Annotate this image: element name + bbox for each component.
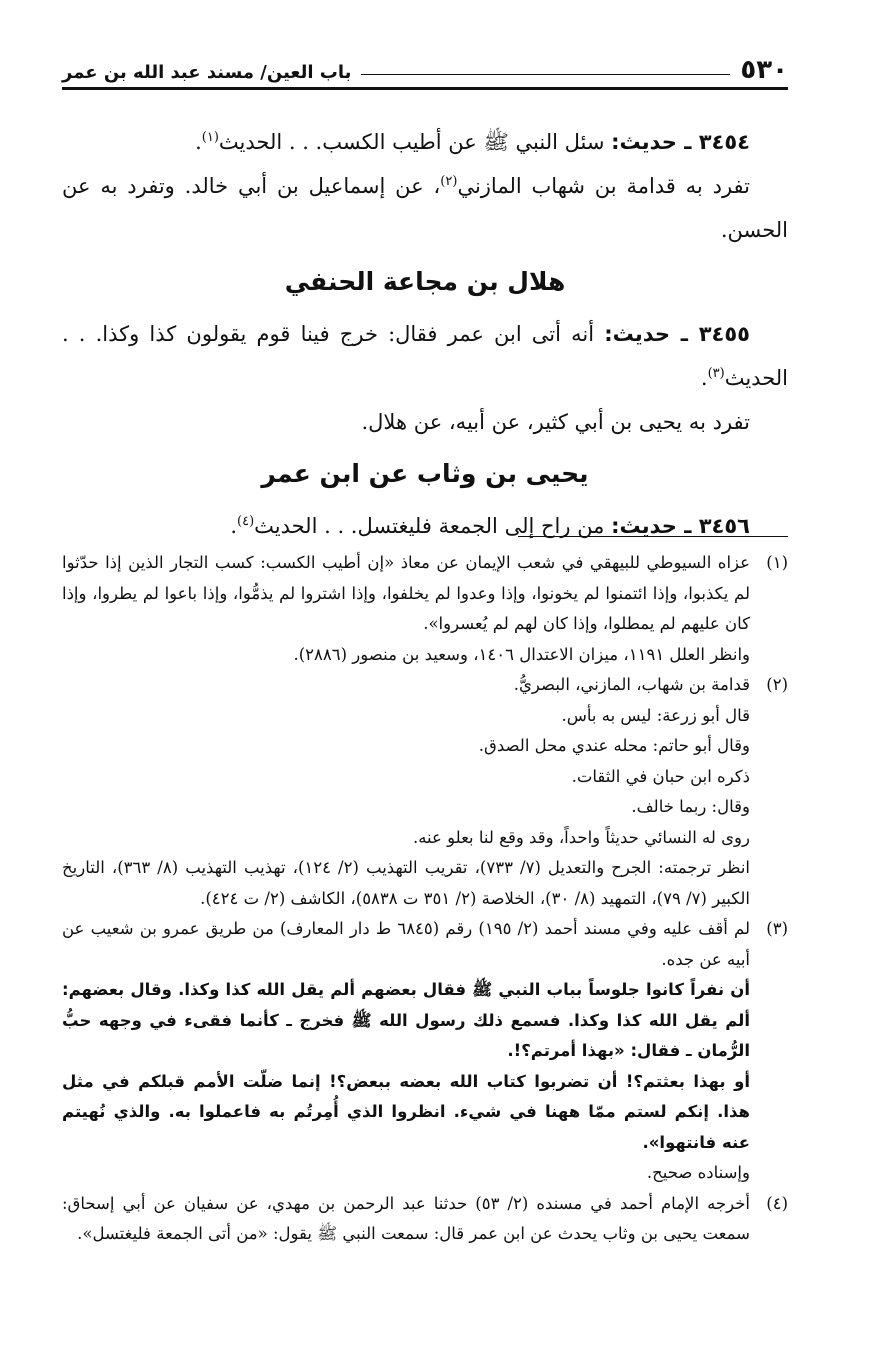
footnote-line: وانظر العلل ١١٩١، ميزان الاعتدال ١٤٠٦، وسعيد بن منصور (٢٨٨٦). [293,644,750,664]
footnote-2 [62,670,788,914]
footnote-number: (١) [766,553,788,572]
footnote-3 [62,914,788,1189]
footnote-quote: أو بهذا بعثتم؟! أن تضربوا كتاب الله بعضه ببعض؟! إنما ضلّت الأمم قبلكم في مثل هذا. إنكم لستم ممّا ههنا في شيء. انظروا الذي أُمِرتُم به فاعملوا به. والذي نُهيتم عنه فانتهوا». [62,1071,750,1152]
hadith-3455-remark: تفرد به يحيى بن أبي كثير، عن أبيه، عن هلال. [361,410,750,434]
footnote-separator [518,536,788,537]
footnote-ref: (٤) [237,514,255,529]
footnote-line: لم أقف عليه وفي مسند أحمد (٢/ ١٩٥) رقم (٦٨٤٥ ط دار المعارف) من طريق عمرو بن شعيب عن أبيه عن جده. [62,919,750,969]
footnote-line: وقال: ربما خالف. [631,797,750,816]
hadith-3456: ٣٤٥٦ ـ حديث: من راح إلى الجمعة فليغتسل. . . الحديث$^{(٤)}$. [230,514,750,538]
section-title: هلال بن مجاعة الحنفي [284,267,566,296]
header-rule [361,74,730,75]
footnote-quote: أن نفراً كانوا جلوساً بباب النبي ﷺ فقال بعضهم ألم يقل الله كذا وكذا. وقال بعضهم: ألم يقل الله كذا وكذا. فسمع ذلك رسول الله ﷺ فخرج ـ كأنما فقىء في وجهه حبُّ الرُّمان ـ فقال: «بهذا أمرتم؟!. [62,980,750,1060]
hadith-text: من راح إلى الجمعة فليغتسل. . . الحديث [254,514,605,538]
footnote-line: وقال أبو حاتم: محله عندي محل الصدق. [478,736,750,755]
hadith-3454-remark [62,164,788,252]
hadith-3455: ٣٤٥٥ ـ حديث: أنه أتى ابن عمر فقال: خرج فينا قوم يقولون كذا وكذا. . . الحديث$^{(٣)}$. [62,322,788,390]
footnote-number: (٢) [766,675,788,694]
hadith-number: ٣٤٥٦ ـ حديث: [611,514,750,538]
footnote-number: (٤) [766,1193,788,1213]
page-number: ٥٣٠ [740,55,788,85]
footnotes [62,548,788,1250]
footnote-1 [62,548,788,670]
footnote-ref: (٢) [440,174,458,189]
hadith-number: ٣٤٥٥ ـ حديث: [604,322,750,346]
remark-text: تفرد به قدامة بن شهاب المازني [457,174,751,198]
main-text [62,120,788,548]
footnote-line: ذكره ابن حبان في الثقات. [571,766,750,786]
hadith-3454: ٣٤٥٤ ـ حديث: سئل النبي ﷺ عن أطيب الكسب. . . الحديث$^{(١)}$. [195,130,750,154]
footnote-ref: (٣) [707,366,725,381]
hadith-text: أنه أتى ابن عمر فقال: خرج فينا قوم يقولون كذا وكذا. . . الحديث [62,322,788,390]
remark-text: ، عن إسماعيل بن أبي خالد. وتفرد به عن الحسن. [62,174,788,242]
footnote-line: عزاه السيوطي للبيهقي في شعب الإيمان عن معاذ «إن أطيب الكسب: كسب التجار الذين إذا حدّثوا لم يكذبوا، وإذا ائتمنوا لم يخونوا، وإذا وعدوا لم يخلفوا، وإذا اشتروا لم يذمُّوا، وإذا باعوا لم يطروا، وإذا كان عليهم لم يمطلوا، وإذا كان لهم لم يُعسروا». [62,553,750,633]
footnote-line: أخرجه الإمام أحمد في مسنده (٢/ ٥٣) حدثنا عبد الرحمن بن مهدي، عن سفيان عن أبي إسحاق: سمعت يحيى بن وثاب يحدث عن ابن عمر قال: سمعت النبي ﷺ يقول: «من أتى الجمعة فليغتسل». [62,1193,750,1243]
hadith-number: ٣٤٥٤ ـ حديث: [611,130,750,154]
footnote-line: روى له النسائي حديثاً واحداً، وقد وقع لنا بعلو عنه. [412,827,750,847]
footnote-number: (٣) [766,919,788,938]
footnote-4 [62,1189,788,1250]
footnote-line: قال أبو زرعة: ليس به بأس. [561,705,750,725]
footnote-ref: (١) [201,130,219,145]
page-header [62,54,788,90]
footnote-line: انظر ترجمته: الجرح والتعديل (٧/ ٧٣٣)، تقريب التهذيب (٢/ ١٢٤)، تهذيب التهذيب (٨/ ٣٦٣)، التاريخ الكبير (٧/ ٧٩)، التمهيد (٨/ ٣٠)، الخلاصة (٢/ ٣٥١ ت ٥٨٣٨)، الكاشف (٢/ ت ٤٢٤). [62,858,750,908]
running-title: باب العين/ مسند عبد الله بن عمر [62,62,352,83]
section-title: يحيى بن وثاب عن ابن عمر [261,459,589,488]
footnote-line: قدامة بن شهاب، المازني، البصريُّ. [513,675,750,694]
footnote-line: وإسناده صحيح. [646,1163,750,1182]
hadith-text: سئل النبي ﷺ عن أطيب الكسب. . . الحديث [218,130,605,154]
